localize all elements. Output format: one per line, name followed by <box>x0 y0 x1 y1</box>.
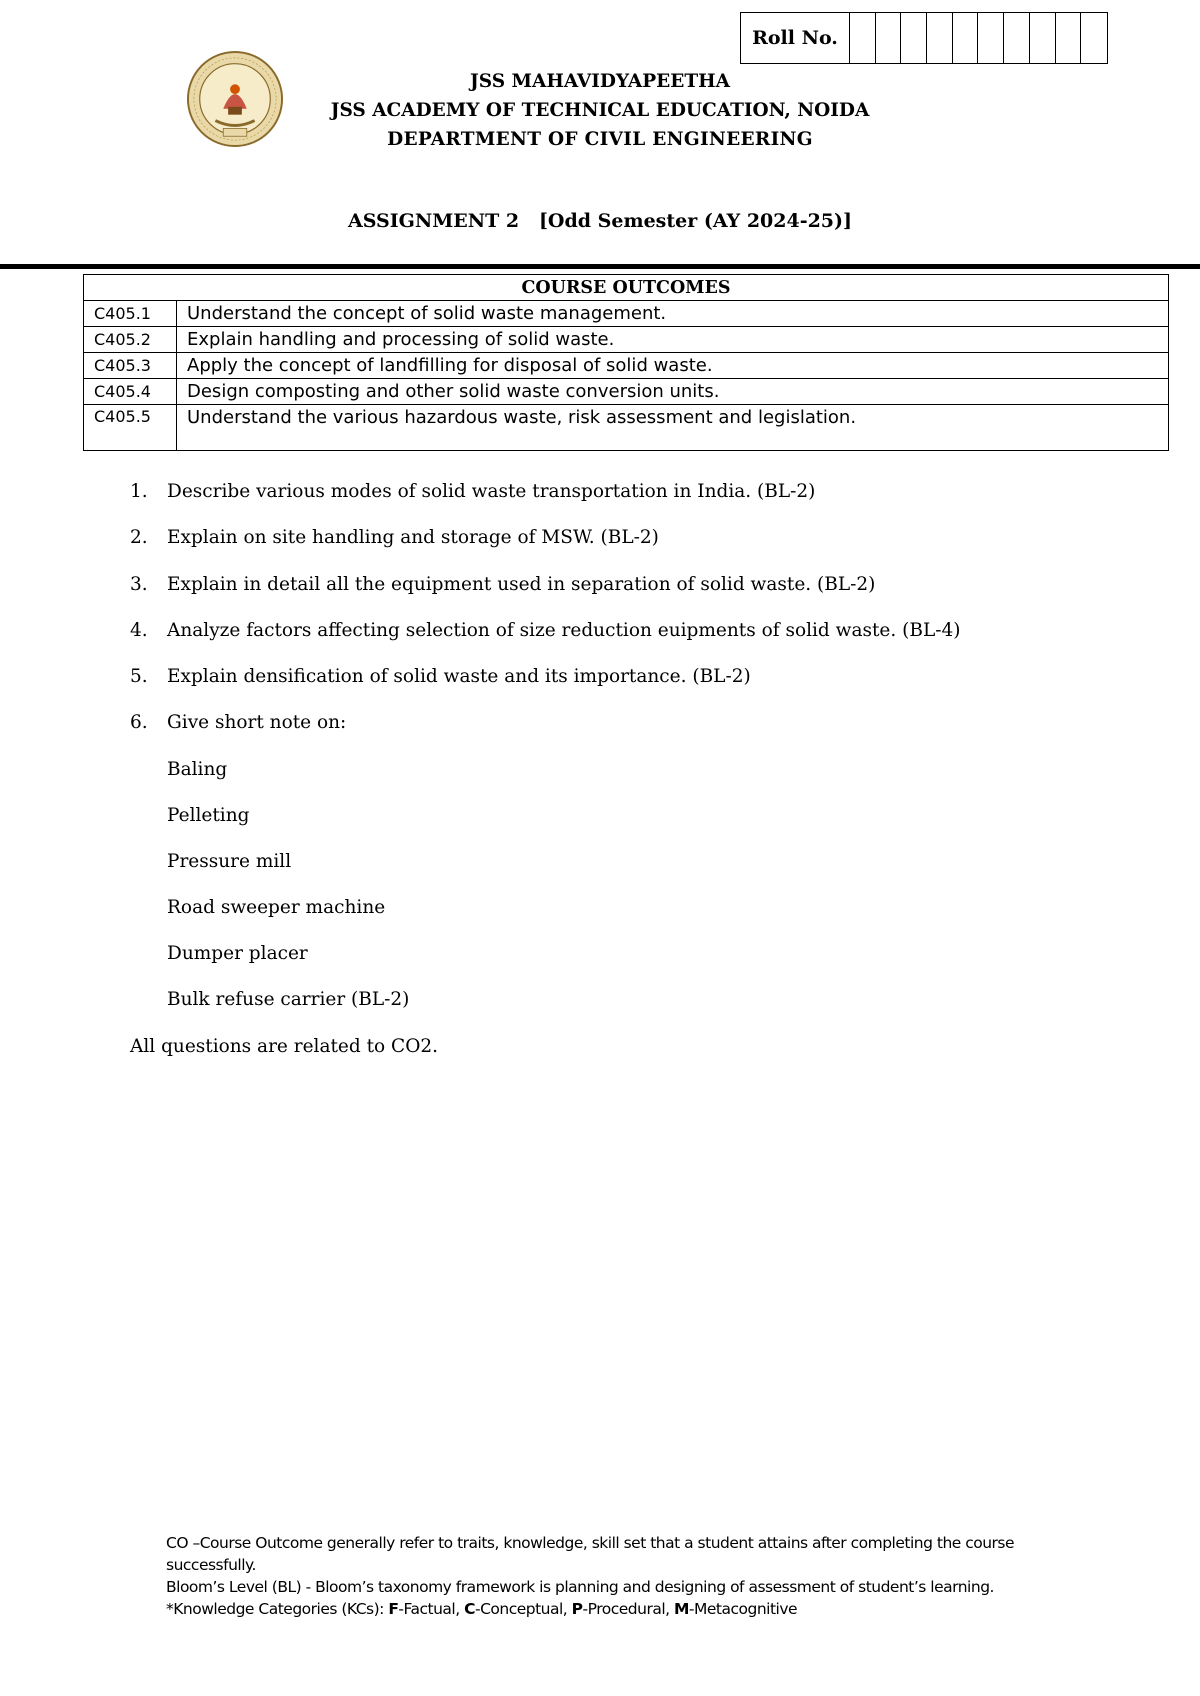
knowledge-categories-line: *Knowledge Categories (KCs): F-Factual, C-Conceptual, P-Procedural, M-Metacognitive <box>166 1600 798 1618</box>
header-divider <box>0 264 1200 269</box>
roll-number-label: Roll No. <box>741 13 850 63</box>
roll-number-cell[interactable] <box>1004 13 1030 63</box>
institute-name: JSS ACADEMY OF TECHNICAL EDUCATION, NOIDA <box>330 100 870 121</box>
short-note-item: Dumper placer <box>167 943 308 964</box>
question-text: Analyze factors affecting selection of size reduction euipments of solid waste. (BL-4) <box>167 620 961 641</box>
co-text: Apply the concept of landfilling for disposal of solid waste. <box>177 353 1169 379</box>
footer-line: successfully. <box>166 1556 256 1574</box>
co-code: C405.5 <box>84 405 177 451</box>
list-item: 5. Explain densification of solid waste and its importance. (BL-2) <box>130 666 751 687</box>
table-row <box>84 405 1169 451</box>
list-item: 2. Explain on site handling and storage of MSW. (BL-2) <box>130 527 659 548</box>
table-row <box>84 301 1169 327</box>
list-item: 6. Give short note on: <box>130 712 347 733</box>
roll-number-cell[interactable] <box>850 13 876 63</box>
question-text: Describe various modes of solid waste transportation in India. (BL-2) <box>167 481 816 502</box>
co-mapping-note: All questions are related to CO2. <box>130 1036 439 1057</box>
co-code: C405.1 <box>84 301 177 327</box>
course-outcomes-heading: COURSE OUTCOMES <box>84 275 1169 301</box>
table-row <box>84 327 1169 353</box>
co-text: Explain handling and processing of solid waste. <box>177 327 1169 353</box>
short-note-item: Pressure mill <box>167 851 292 872</box>
roll-number-cell[interactable] <box>927 13 953 63</box>
co-code: C405.3 <box>84 353 177 379</box>
list-item: 4. Analyze factors affecting selection of size reduction euipments of solid waste. (BL-4) <box>130 620 961 641</box>
roll-number-cell[interactable] <box>978 13 1004 63</box>
co-code: C405.4 <box>84 379 177 405</box>
roll-number-cell[interactable] <box>1081 13 1107 63</box>
question-text: Explain on site handling and storage of MSW. (BL-2) <box>167 527 659 548</box>
roll-number-cell[interactable] <box>953 13 979 63</box>
footer-line: CO –Course Outcome generally refer to traits, knowledge, skill set that a student attains after completing the course <box>166 1534 1015 1552</box>
table-row <box>84 379 1169 405</box>
question-text: Explain densification of solid waste and its importance. (BL-2) <box>167 666 751 687</box>
question-text: Give short note on: <box>167 712 347 733</box>
course-outcomes-table <box>83 274 1169 451</box>
semester-label: [Odd Semester (AY 2024-25)] <box>538 210 853 232</box>
short-note-item: Pelleting <box>167 805 250 826</box>
org-name: JSS MAHAVIDYAPEETHA <box>470 71 730 92</box>
assignment-title <box>0 210 1200 232</box>
roll-number-cell[interactable] <box>901 13 927 63</box>
roll-number-cell[interactable] <box>1056 13 1082 63</box>
roll-number-box <box>740 12 1108 64</box>
short-note-item: Road sweeper machine <box>167 897 386 918</box>
footer-line: Bloom’s Level (BL) - Bloom’s taxonomy framework is planning and designing of assessment of student’s learning. <box>166 1578 994 1596</box>
co-text: Understand the various hazardous waste, risk assessment and legislation. <box>177 405 1169 451</box>
question-text: Explain in detail all the equipment used in separation of solid waste. (BL-2) <box>167 574 876 595</box>
assignment-number: ASSIGNMENT 2 <box>347 210 520 232</box>
short-note-item: Baling <box>167 759 228 780</box>
co-text: Design composting and other solid waste conversion units. <box>177 379 1169 405</box>
co-text: Understand the concept of solid waste management. <box>177 301 1169 327</box>
co-code: C405.2 <box>84 327 177 353</box>
roll-number-cell[interactable] <box>1030 13 1056 63</box>
department-name: DEPARTMENT OF CIVIL ENGINEERING <box>387 129 813 150</box>
list-item: 1. Describe various modes of solid waste transportation in India. (BL-2) <box>130 481 816 502</box>
list-item: 3. Explain in detail all the equipment used in separation of solid waste. (BL-2) <box>130 574 876 595</box>
footer-notes <box>166 1532 1066 1620</box>
short-note-item: Bulk refuse carrier (BL-2) <box>167 989 410 1010</box>
roll-number-cell[interactable] <box>876 13 902 63</box>
table-row <box>84 353 1169 379</box>
